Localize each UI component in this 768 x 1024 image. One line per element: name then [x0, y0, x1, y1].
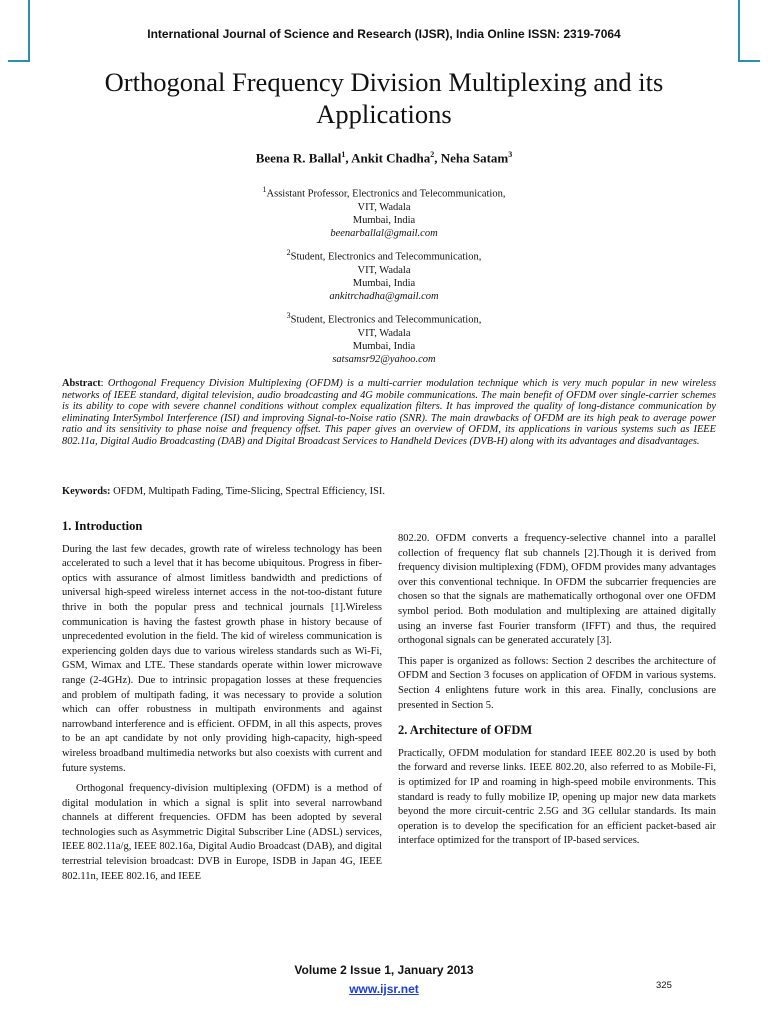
- paragraph: Practically, OFDM modulation for standard IEEE 802.20 is used by both the forward and reverse links. IEEE 802.20, also referred to as Mobile-Fi, is optimized for IP and roaming in high-speed mobile environments. This standard is ready to fully mobilize IP, opening up major new data markets beyond the more circuit-centric 2.5G and 3G cellular standards. Its main operation is to develop the specification for an efficient packet-based air interface optimized for the transport of IP-based services.: [398, 747, 716, 847]
- author-email[interactable]: beenarballal@gmail.com: [330, 227, 438, 239]
- affiliation-line: VIT, Wadala: [357, 327, 411, 339]
- author-sup: 1: [341, 150, 346, 159]
- keywords-text: OFDM, Multipath Fading, Time-Slicing, Spectral Efficiency, ISI.: [113, 486, 385, 497]
- abstract-text: Orthogonal Frequency Division Multiplexing (OFDM) is a multi-carrier modulation technique which is very much popular in new wireless networks of IEEE standard, digital television, audio broadcasting and 4G mobile communications. The main benefit of OFDM over single-carrier schemes is its ability to cope with severe channel conditions without complex equalization filters. It has improved the quality of long-distance communication by eliminating InterSymbol Interference (ISI) and improving Signal-to-Noise ratio (SNR). The main drawbacks of OFDM are its high peak to average power ratio and its sensitivity to phase noise and frequency offset. This paper gives an overview of OFDM, its applications in various systems such as IEEE 802.11a, Digital Audio Broadcasting (DAB) and Digital Broadcast Services to Handheld Devices (DVB-H) along with its advantages and disadvantages.: [62, 378, 716, 447]
- section-heading-architecture: 2. Architecture of OFDM: [398, 723, 533, 738]
- author-list: Beena R. Ballal$^1$, Ankit Chadha$^2$, Neha Satam$^3$: [255, 150, 513, 166]
- affiliation-line: Mumbai, India: [352, 277, 416, 289]
- affiliation-line: Mumbai, India: [352, 340, 416, 352]
- abstract: Abstract: Orthogonal Frequency Division Multiplexing (OFDM) is a multi-carrier modulation technique which is very much popular in new wireless networks of IEEE standard, digital television, audio broadcasting and 4G mobile communications. The main benefit of OFDM over single-carrier schemes is its ability to cope with severe channel conditions without complex equalization filters. It has improved the quality of long-distance communication by eliminating InterSymbol Interference (ISI) and improving Signal-to-Noise ratio (SNR). The main drawbacks of OFDM are its high peak to average power ratio and its sensitivity to phase noise and frequency offset. This paper gives an overview of OFDM, its applications in various systems such as IEEE 802.11a, Digital Audio Broadcasting (DAB) and Digital Broadcast Services to Handheld Devices (DVB-H) along with its advantages and disadvantages.: [62, 378, 716, 447]
- left-column: [62, 519, 382, 890]
- section-heading-introduction: 1. Introduction: [62, 519, 143, 533]
- affiliation-block: [0, 309, 768, 366]
- paper-title: Orthogonal Frequency Division Multiplexing and its Applications: [104, 67, 664, 129]
- keywords-label: Keywords:: [62, 486, 111, 497]
- footer-issue: Volume 2 Issue 1, January 2013: [294, 963, 474, 977]
- affiliation-block: [0, 246, 768, 303]
- affiliation-block: [0, 183, 768, 240]
- author-name: Beena R. Ballal: [255, 150, 342, 166]
- paragraph: Orthogonal frequency-division multiplexing (OFDM) is a method of digital modulation in which a signal is split into several narrowband channels at different frequencies. OFDM has been adopted by several technologies such as Asymmetric Digital Subscriber Line (ADSL) services, IEEE 802.11a/g, IEEE 802.16a, Digital Audio Broadcast (DAB), and digital terrestrial television broadcast: DVB in Europe, ISDB in Japan 4G, IEEE 802.11n, IEEE 802.16, and IEEE: [62, 783, 382, 882]
- affiliation-sup: 2: [286, 248, 291, 257]
- abstract-label: Abstract: [62, 378, 101, 389]
- author-email[interactable]: satsamsr92@yahoo.com: [332, 353, 436, 365]
- affiliation-line: VIT, Wadala: [357, 201, 411, 213]
- affiliation-sup: 1: [262, 185, 267, 194]
- author-name: Neha Satam: [440, 150, 509, 166]
- right-column: [398, 532, 716, 855]
- footer-link[interactable]: www.ijsr.net: [349, 982, 419, 996]
- affiliation-line: Assistant Professor, Electronics and Telecommunication,: [266, 188, 506, 200]
- author-sup: 2: [430, 150, 435, 159]
- paragraph: 802.20. OFDM converts a frequency-selective channel into a parallel collection of frequency flat sub channels [2].Though it is derived from frequency division multiplexing (FDM), OFDM provides many advantages over this conventional technique. In OFDM the subcarrier frequencies are chosen so that the signals are mathematically orthogonal over one OFDM symbol period. Both modulation and multiplexing are attained digitally using an inverse fast Fourier transform (IFFT) and thus, the required orthogonal signals can be generated accurately [3].: [398, 533, 716, 647]
- affiliation-line: VIT, Wadala: [357, 264, 411, 276]
- author-name: Ankit Chadha: [351, 150, 431, 166]
- author-sup: 3: [508, 150, 513, 159]
- affiliation-sup: 3: [286, 311, 291, 320]
- affiliation-line: Mumbai, India: [352, 214, 416, 226]
- paragraph: This paper is organized as follows: Section 2 describes the architecture of OFDM and Section 3 focuses on application of OFDM in various systems. Section 4 enlightens future work in this area. Finally, conclusions are presented in Section 5.: [398, 655, 716, 711]
- author-email[interactable]: ankitrchadha@gmail.com: [329, 290, 439, 302]
- page-number: 325: [656, 980, 672, 991]
- keywords: [62, 486, 716, 498]
- affiliation-line: Student, Electronics and Telecommunication,: [290, 251, 482, 263]
- affiliation-line: Student, Electronics and Telecommunication,: [290, 314, 482, 326]
- journal-header: International Journal of Science and Research (IJSR), India Online ISSN: 2319-7064: [147, 27, 621, 41]
- paragraph: During the last few decades, growth rate of wireless technology has been accelerated to such a level that it has become ubiquitous. Progress in fiber-optics with assurance of almost limitless bandwidth and predictions of universal high-speed wireless internet access in the not-too-distant future thrive in both the popular press and technical journals [1].Wireless communication is having the fastest growth phase in history because of unprecedented evolution in the field. The kid of wireless communication is experiencing golden days due to various wireless standards such as Wi-Fi, GSM, Wimax and LTE. These standards operate within lower microwave range (2-4GHz). Due to intrinsic propagation losses at these frequencies and problem of multipath fading, it was necessary to provide a solution which can offer robustness in multipath environments and against narrowband interference and is efficient. OFDM, in all this aspects, proves to be an apt candidate by not only providing high-capacity, high-speed wireless broadband multimedia networks but also coexists with current and future systems.: [62, 543, 382, 774]
